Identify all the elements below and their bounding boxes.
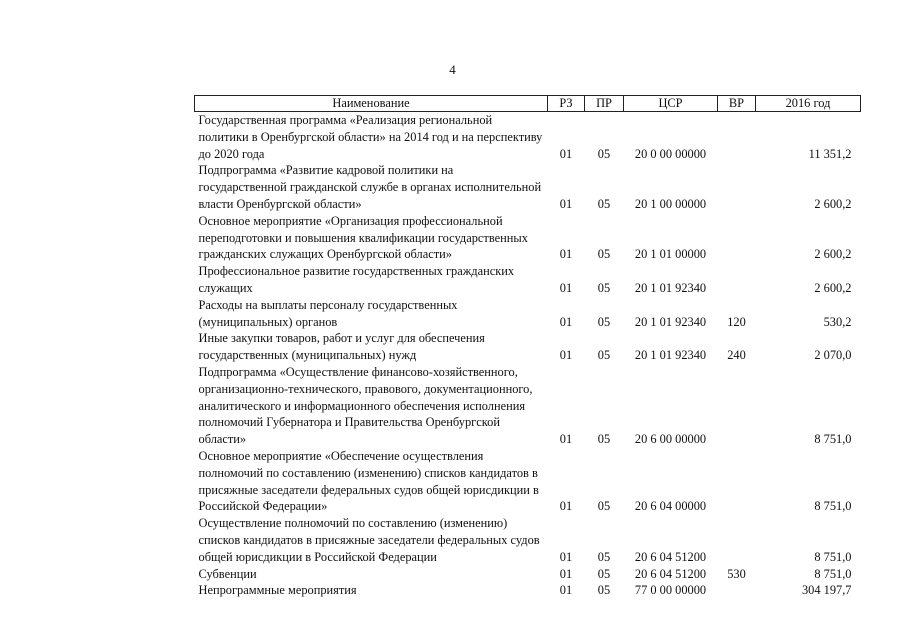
row-csr: 20 6 04 00000	[634, 499, 707, 514]
header-rz: РЗ	[548, 96, 585, 112]
row-sum: 2 600,2	[814, 196, 852, 211]
table-row	[195, 330, 861, 364]
header-year: 2016 год	[756, 96, 861, 112]
row-rz: 01	[559, 549, 573, 564]
row-sum: 2 600,2	[814, 247, 852, 262]
row-rz: 01	[559, 196, 573, 211]
row-vr	[718, 515, 756, 565]
row-name: Непрограммные мероприятия	[198, 583, 357, 598]
row-pr: 05	[597, 583, 611, 598]
row-rz: 01	[559, 247, 573, 262]
row-csr: 20 1 00 00000	[634, 196, 707, 211]
row-rz: 01	[559, 146, 573, 161]
row-name: Государственная программа «Реализация региональной политики в Оренбургской области» на 2014 год и на перспективу до 2020 года	[198, 113, 543, 161]
row-pr: 05	[597, 499, 611, 514]
row-sum: 8 751,0	[814, 566, 852, 581]
row-sum: 2 600,2	[814, 280, 852, 295]
header-vr: ВР	[718, 96, 756, 112]
table-row	[195, 297, 861, 331]
row-pr: 05	[597, 196, 611, 211]
row-name: Иные закупки товаров, работ и услуг для обеспечения государственных (муниципальных) нужд	[198, 331, 485, 363]
table-row	[195, 515, 861, 565]
table-row	[195, 364, 861, 448]
table-header-row	[195, 96, 861, 112]
row-vr: 120	[727, 314, 746, 329]
table-row	[195, 112, 861, 163]
row-vr	[718, 162, 756, 212]
table-row	[195, 448, 861, 515]
row-pr: 05	[597, 247, 611, 262]
header-name: Наименование	[195, 96, 548, 112]
row-pr: 05	[597, 314, 611, 329]
row-rz: 01	[559, 499, 573, 514]
row-csr: 20 6 04 51200	[634, 549, 707, 564]
row-rz: 01	[559, 432, 573, 447]
row-name: Подпрограмма «Осуществление финансово-хозяйственного, организационно-технического, правового, документационного, аналитического и информационного обеспечения исполнения полномочий Губернатора и Правительства Оренбургской области»	[198, 364, 533, 447]
row-vr	[718, 213, 756, 263]
row-pr: 05	[597, 549, 611, 564]
row-vr: 530	[727, 566, 746, 581]
row-rz: 01	[559, 280, 573, 295]
table-row	[195, 566, 861, 583]
row-rz: 01	[559, 566, 573, 581]
row-name: Профессиональное развитие государственных гражданских служащих	[198, 264, 515, 295]
header-pr: ПР	[585, 96, 624, 112]
table-row	[195, 582, 861, 599]
row-vr: 240	[727, 348, 746, 363]
row-csr: 20 1 01 92340	[634, 280, 707, 295]
row-pr: 05	[597, 432, 611, 447]
row-name: Основное мероприятие «Организация профессиональной переподготовки и повышения квалификации государственных гражданских служащих Оренбургской области»	[198, 213, 528, 262]
row-pr: 05	[597, 146, 611, 161]
row-pr: 05	[597, 566, 611, 581]
row-name: Субвенции	[198, 566, 257, 581]
row-csr: 20 6 04 51200	[634, 566, 707, 581]
row-vr	[718, 582, 756, 599]
row-vr	[718, 112, 756, 163]
row-csr: 20 1 01 00000	[634, 247, 707, 262]
row-vr	[718, 448, 756, 515]
row-name: Подпрограмма «Развитие кадровой политики на государственной гражданской службе в органах исполнительной власти Оренбургской области»	[198, 163, 542, 211]
row-sum: 8 751,0	[814, 432, 852, 447]
row-pr: 05	[597, 280, 611, 295]
row-sum: 530,2	[823, 314, 852, 329]
row-csr: 20 6 00 00000	[634, 432, 707, 447]
row-name: Осуществление полномочий по составлению (изменению) списков кандидатов в присяжные заседатели федеральных судов общей юрисдикции в Российской Федерации	[198, 516, 540, 564]
row-rz: 01	[559, 348, 573, 363]
row-sum: 8 751,0	[814, 499, 852, 514]
row-name: Расходы на выплаты персоналу государственных (муниципальных) органов	[198, 297, 458, 329]
table-row	[195, 213, 861, 263]
row-name: Основное мероприятие «Обеспечение осуществления полномочий по составлению (изменению) списков кандидатов в присяжные заседатели федеральных судов общей юрисдикции в Российской Федерации»	[198, 448, 539, 514]
header-csr: ЦСР	[624, 96, 718, 112]
row-csr: 77 0 00 00000	[634, 583, 707, 598]
row-rz: 01	[559, 583, 573, 598]
row-csr: 20 1 01 92340	[634, 314, 707, 329]
row-csr: 20 0 00 00000	[634, 146, 707, 161]
table-row	[195, 263, 861, 297]
table-row	[195, 162, 861, 212]
row-vr	[718, 364, 756, 448]
row-sum: 8 751,0	[814, 549, 852, 564]
row-sum: 304 197,7	[801, 583, 852, 598]
row-sum: 2 070,0	[814, 348, 852, 363]
row-vr	[718, 263, 756, 297]
row-sum: 11 351,2	[808, 146, 852, 161]
row-rz: 01	[559, 314, 573, 329]
page-number: 4	[449, 62, 456, 77]
row-csr: 20 1 01 92340	[634, 348, 707, 363]
budget-table	[194, 95, 861, 599]
row-pr: 05	[597, 348, 611, 363]
